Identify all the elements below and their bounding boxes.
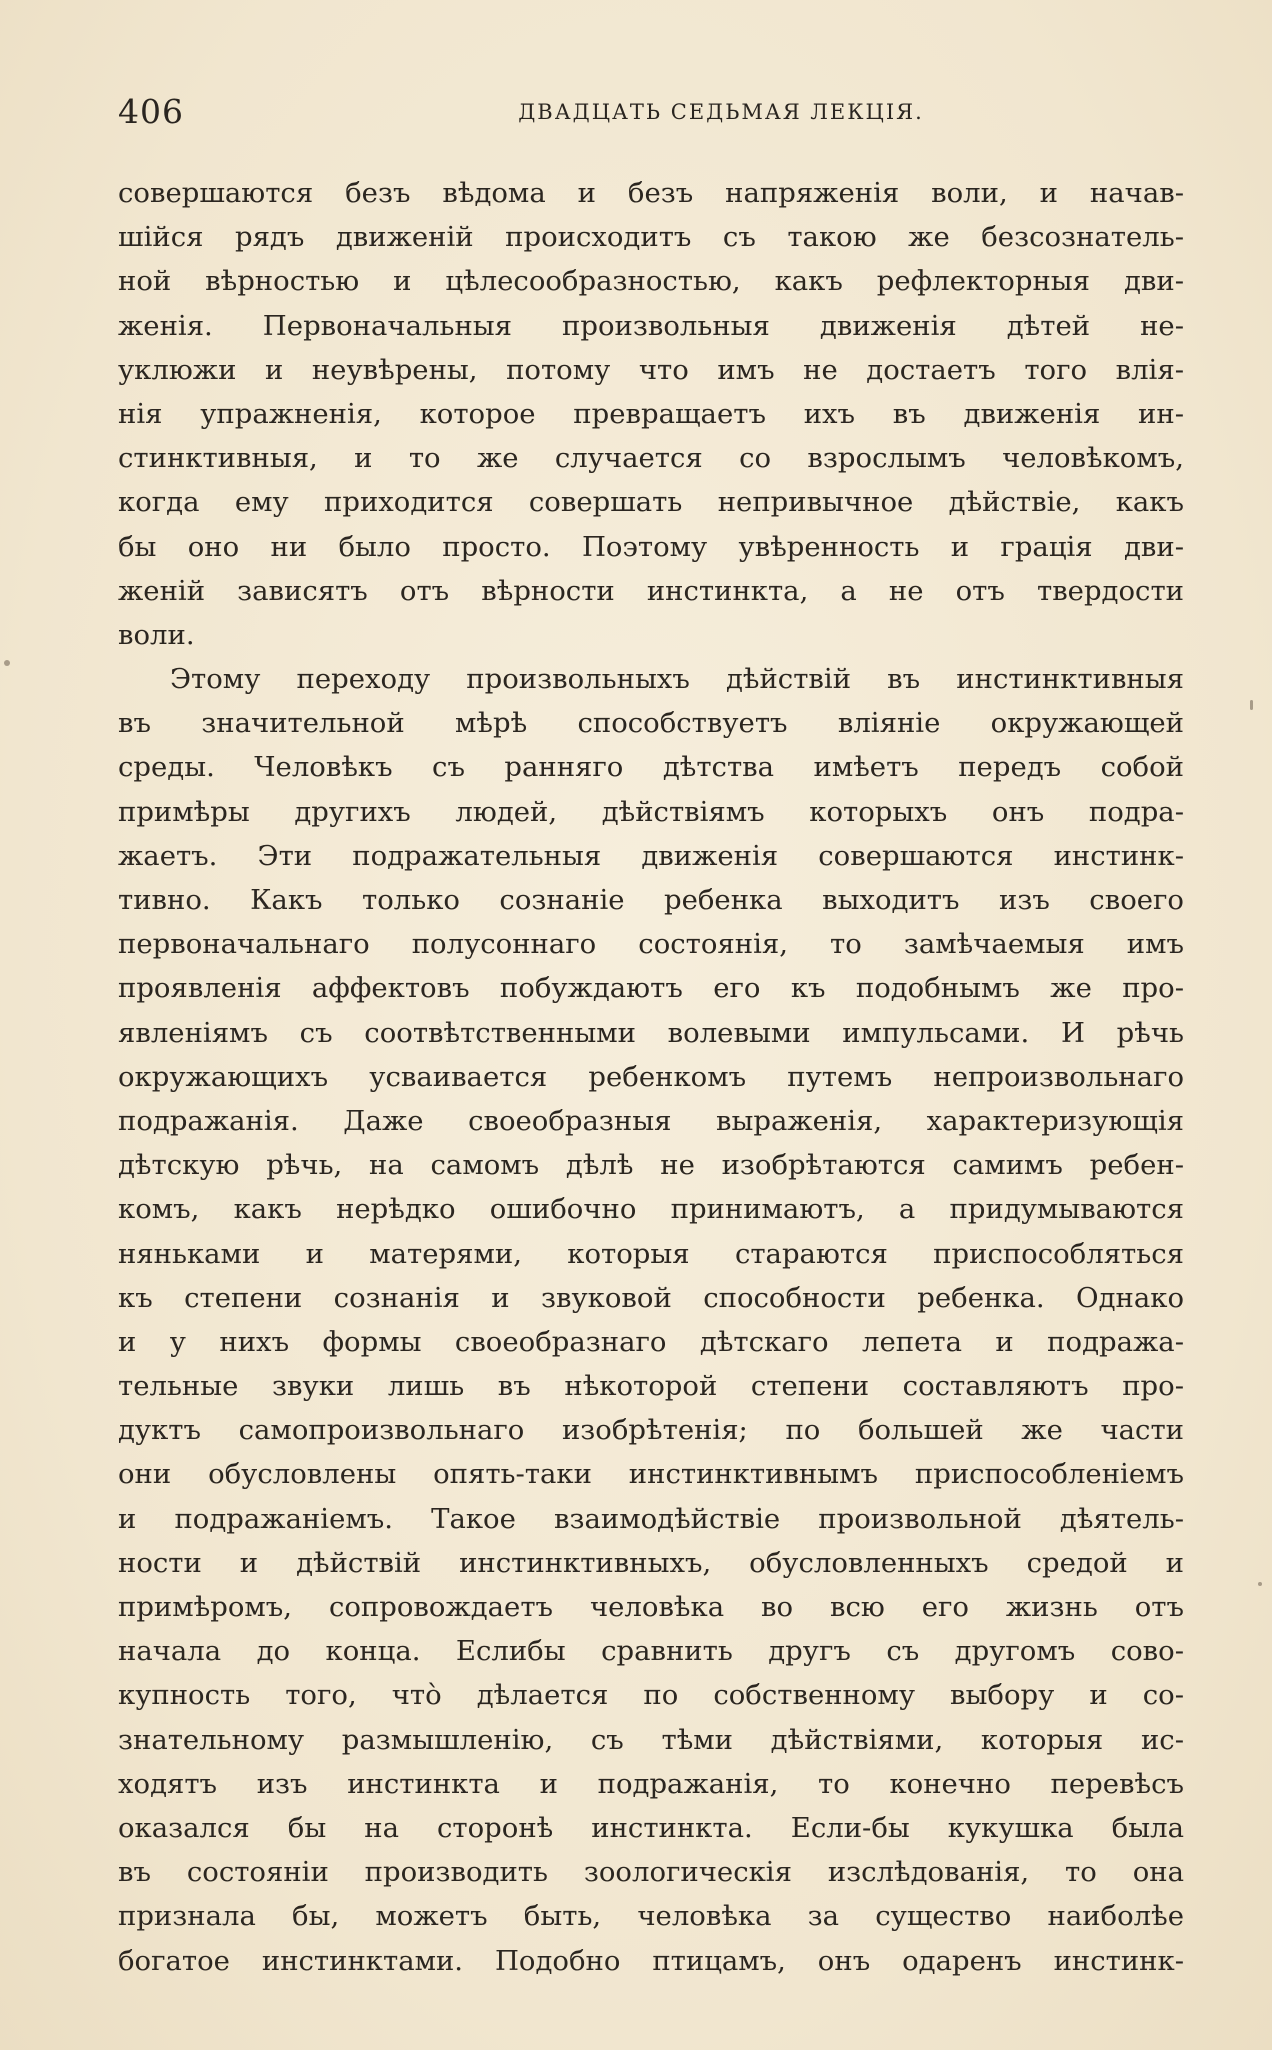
text-line: тивно. Какъ только сознаніе ребенка выходитъ изъ своего bbox=[118, 884, 1184, 916]
text-line: въ состояніи производить зоологическія изслѣдованія, то она bbox=[118, 1856, 1184, 1889]
text-line: дуктъ самопроизвольнаго изобрѣтенія; по большей же части bbox=[118, 1414, 1184, 1447]
text-line: знательному размышленію, съ тѣми дѣйствіями, которыя ис- bbox=[118, 1723, 1184, 1756]
text-line: тельные звуки лишь въ нѣкоторой степени составляютъ про- bbox=[118, 1370, 1184, 1403]
text-line: богатое инстинктами. Подобно птицамъ, онъ одаренъ инстинк- bbox=[118, 1944, 1184, 1977]
text-line: когда ему приходится совершать непривычное дѣйствіе, какъ bbox=[118, 486, 1184, 519]
text-line: примѣры другихъ людей, дѣйствіямъ которыхъ онъ подра- bbox=[118, 795, 1184, 828]
text-line: шійся рядъ движеній происходитъ съ такою же безсознатель- bbox=[118, 221, 1184, 254]
text-line: стинктивныя, и то же случается со взрослымъ человѣкомъ, bbox=[118, 442, 1184, 475]
page-number: 406 bbox=[118, 92, 184, 131]
text-line: и подражаніемъ. Такое взаимодѣйствіе произвольной дѣятель- bbox=[118, 1502, 1184, 1535]
text-line: ходятъ изъ инстинкта и подражанія, то конечно перевѣсъ bbox=[118, 1767, 1184, 1800]
paper-speck bbox=[4, 660, 10, 666]
text-line: ности и дѣйствій инстинктивныхъ, обусловленныхъ средой и bbox=[118, 1546, 1184, 1579]
paper-speck bbox=[1250, 700, 1253, 710]
text-line: первоначальнаго полусоннаго состоянія, то замѣчаемыя имъ bbox=[118, 928, 1184, 961]
text-line: комъ, какъ нерѣдко ошибочно принимаютъ, а придумываются bbox=[118, 1193, 1184, 1226]
text-line: окружающихъ усваивается ребенкомъ путемъ непроизвольнаго bbox=[118, 1060, 1184, 1093]
text-line: среды. Человѣкъ съ ранняго дѣтства имѣетъ передъ собой bbox=[118, 751, 1184, 784]
text-line: признала бы, можетъ быть, человѣка за существо наиболѣе bbox=[118, 1900, 1184, 1933]
text-line: бы оно ни было просто. Поэтому увѣренность и грація дви- bbox=[118, 530, 1184, 563]
running-head: ДВАДЦАТЬ СЕДЬМАЯ ЛЕКЦІЯ. bbox=[518, 100, 924, 124]
text-line: уклюжи и неувѣрены, потому что имъ не достаетъ того влія- bbox=[118, 353, 1184, 386]
text-line: проявленія аффектовъ побуждаютъ его къ подобнымъ же про- bbox=[118, 972, 1184, 1005]
text-line: совершаются безъ вѣдома и безъ напряженія воли, и начав- bbox=[118, 177, 1184, 209]
text-line: къ степени сознанія и звуковой способности ребенка. Однако bbox=[118, 1281, 1184, 1314]
paragraph-end-line: воли. bbox=[118, 618, 195, 651]
text-line: жаетъ. Эти подражательныя движенія совершаются инстинк- bbox=[118, 839, 1184, 872]
text-line: оказался бы на сторонѣ инстинкта. Если-бы кукушка была bbox=[118, 1811, 1184, 1844]
paragraph-start-line: Этому переходу произвольныхъ дѣйствій въ инстинктивныя bbox=[170, 663, 1184, 696]
text-line: они обусловлены опять-таки инстинктивнымъ приспособленіемъ bbox=[118, 1458, 1184, 1491]
text-line: женій зависятъ отъ вѣрности инстинкта, а не отъ твердости bbox=[118, 574, 1184, 607]
text-line: начала до конца. Еслибы сравнить другъ съ другомъ сово- bbox=[118, 1635, 1184, 1668]
text-line: нія упражненія, которое превращаетъ ихъ въ движенія ин- bbox=[118, 397, 1184, 430]
text-line: дѣтскую рѣчь, на самомъ дѣлѣ не изобрѣтаются самимъ ребен- bbox=[118, 1149, 1184, 1182]
text-line: и у нихъ формы своеобразнаго дѣтскаго лепета и подража- bbox=[118, 1325, 1184, 1358]
text-line: въ значительной мѣрѣ способствуетъ вліяніе окружающей bbox=[118, 707, 1184, 740]
text-line: купность того, что̀ дѣлается по собственному выбору и со- bbox=[118, 1679, 1184, 1712]
page-header bbox=[118, 92, 1184, 132]
text-line: ной вѣрностью и цѣлесообразностью, какъ рефлекторныя дви- bbox=[118, 265, 1184, 298]
paper-speck bbox=[1258, 1582, 1262, 1586]
text-line: женія. Первоначальныя произвольныя движенія дѣтей не- bbox=[118, 309, 1184, 342]
text-line: явленіямъ съ соотвѣтственными волевыми импульсами. И рѣчь bbox=[118, 1016, 1184, 1049]
text-line: няньками и матерями, которыя стараются приспособляться bbox=[118, 1237, 1184, 1270]
text-line: подражанія. Даже своеобразныя выраженія, характеризующія bbox=[118, 1104, 1184, 1137]
body-text bbox=[118, 171, 1184, 1983]
text-line: примѣромъ, сопровождаетъ человѣка во всю его жизнь отъ bbox=[118, 1591, 1184, 1623]
